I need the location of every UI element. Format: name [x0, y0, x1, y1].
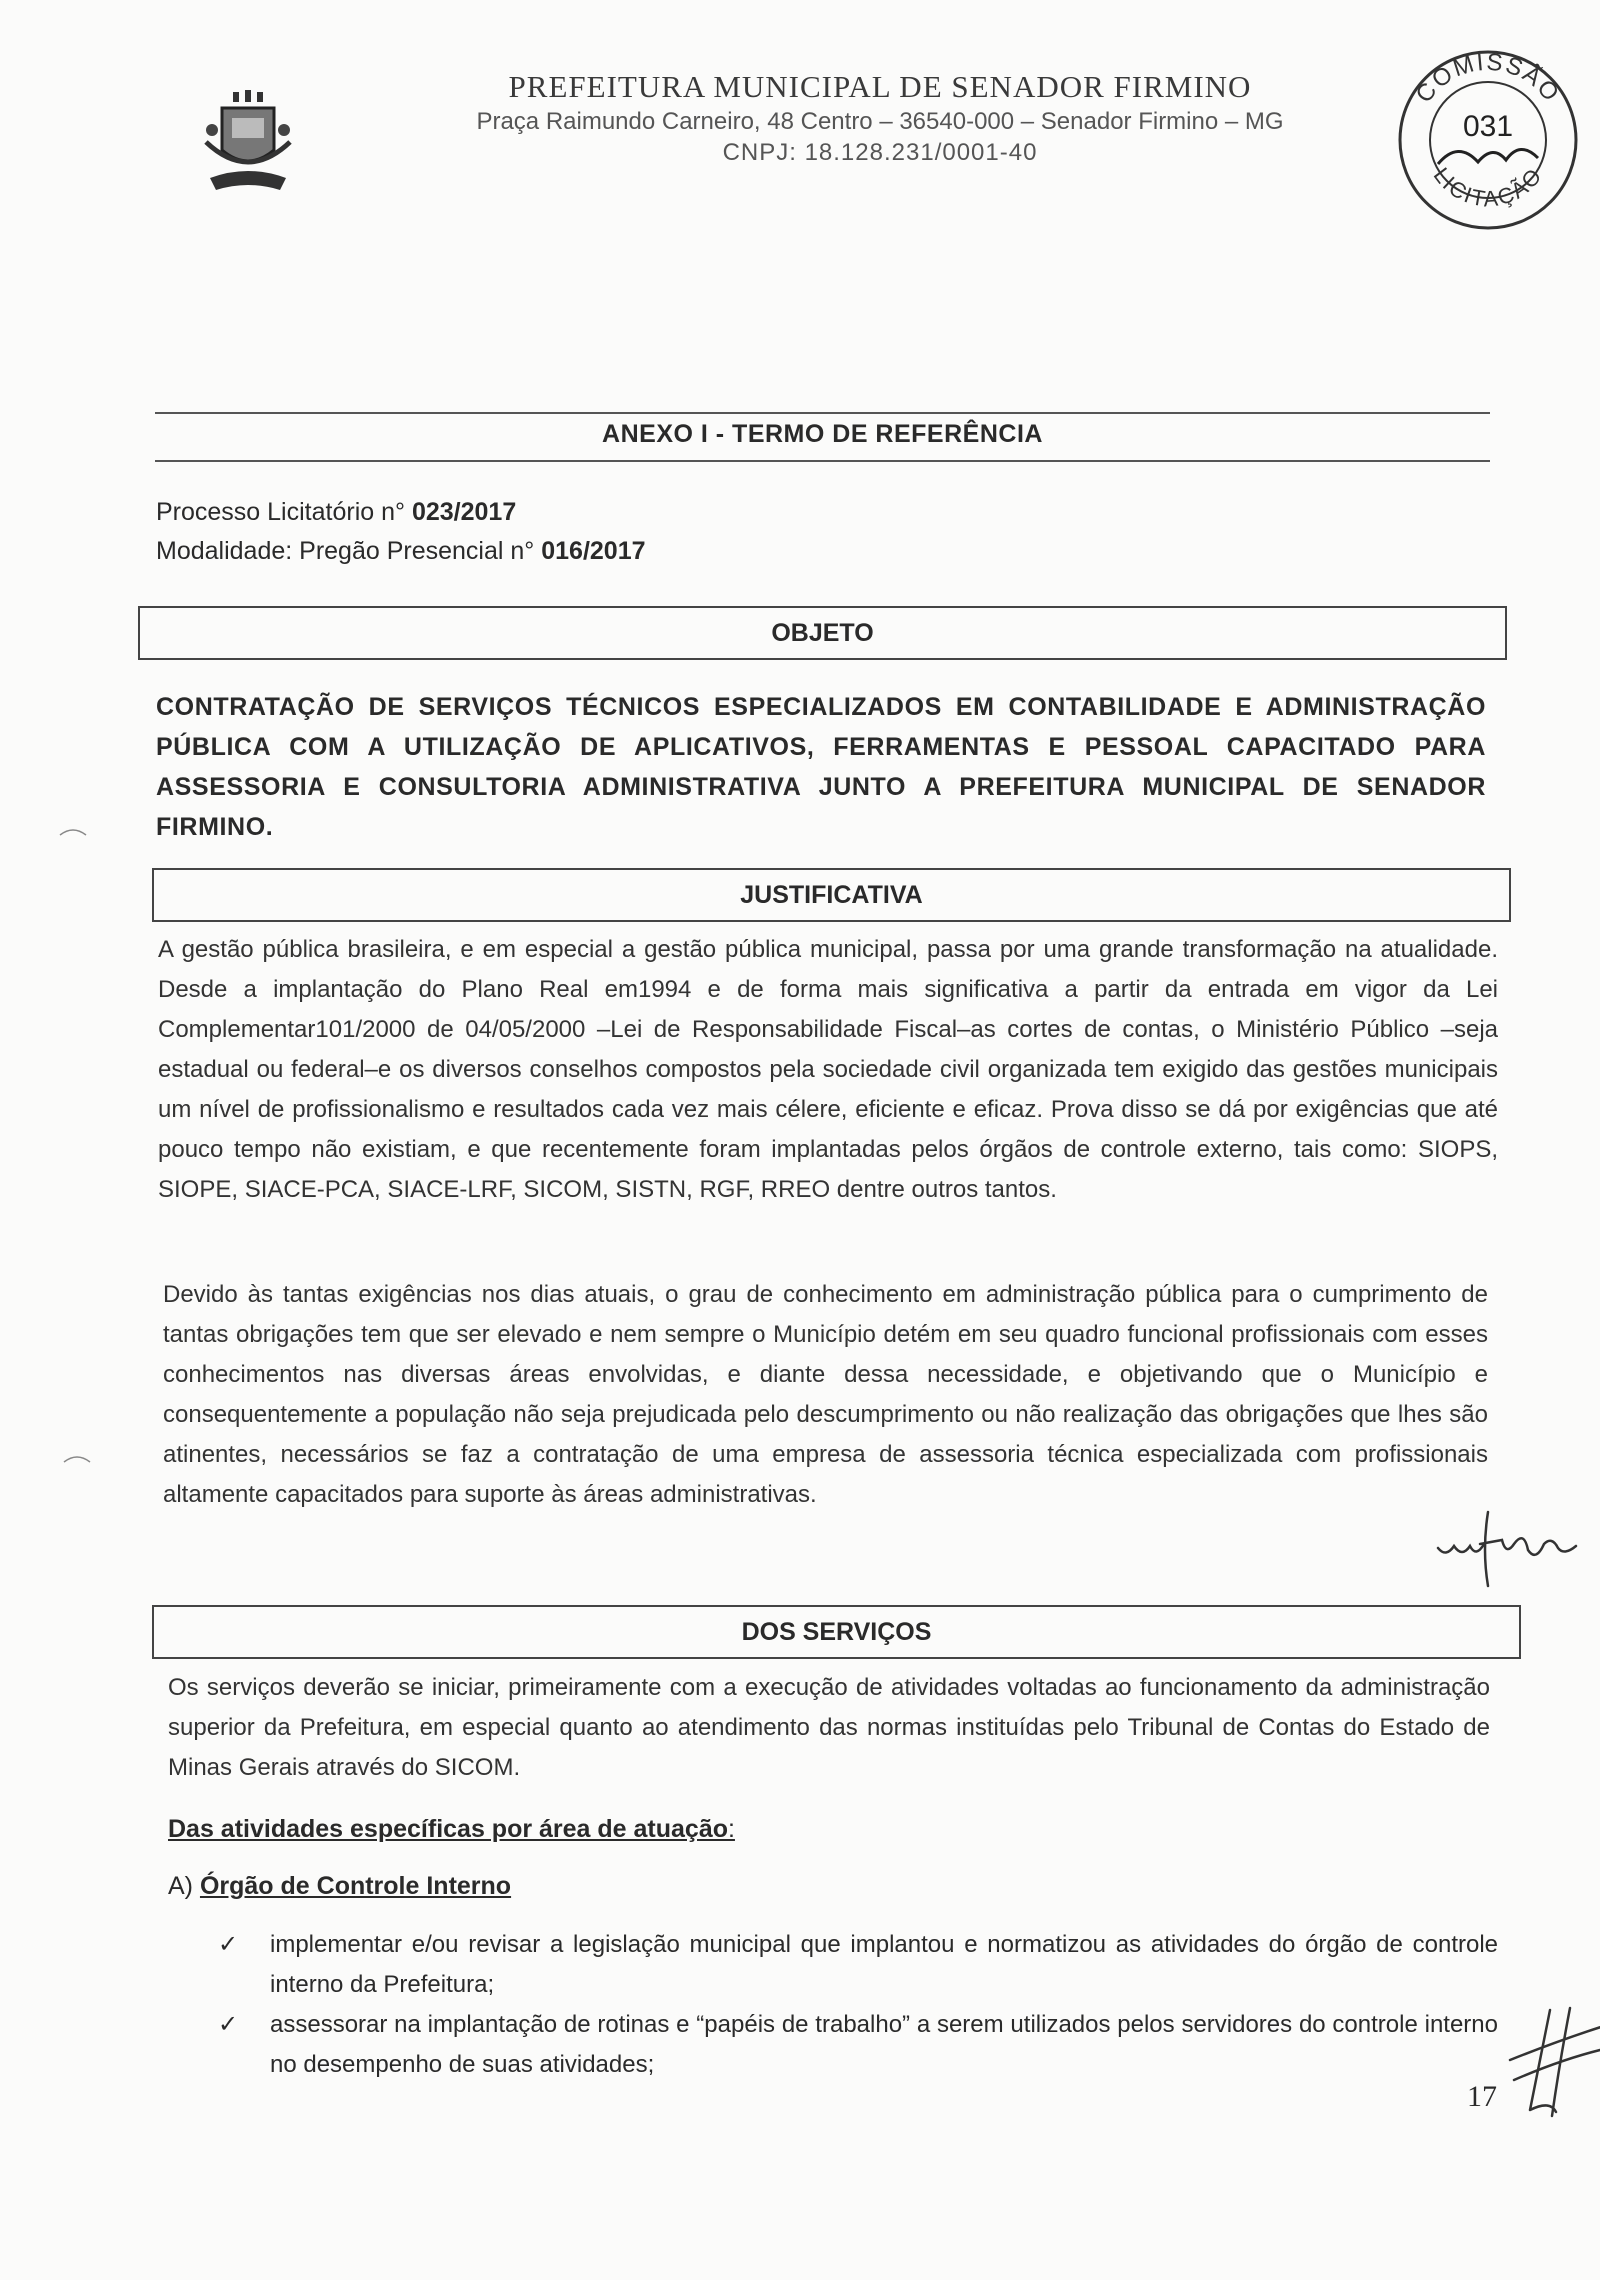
objeto-heading: OBJETO — [771, 619, 874, 647]
servicos-paragraph-1: Os serviços deverão se iniciar, primeiramente com a execução de atividades voltadas ao funcionamento da administração superior da Prefeitura, em especial quanto ao atendimento das normas instituídas pelo Tribunal de Contas do Estado de Minas Gerais através do SICOM. — [168, 1674, 1490, 1781]
modality-label: Modalidade: Pregão Presencial n° — [156, 537, 542, 565]
justificativa-paragraph-2: Devido às tantas exigências nos dias atuais, o grau de conhecimento em administração pública para o cumprimento de tantas obrigações tem que ser elevado e nem sempre o Município detém em seu quadro funcional profissionais com esses conhecimentos nas diversas áreas envolvidas, e diante dessa necessidade, e objetivando que o Município e consequentemente a população não seja prejudicada pelo descumprimento ou não realização das obrigações que lhes são atinentes, necessários se faz a contratação de uma empresa de assessoria técnica especializada com profissionais altamente capacitados para suporte às áreas administrativas. — [163, 1281, 1488, 1508]
process-number — [156, 495, 516, 529]
commission-stamp — [1388, 40, 1588, 240]
prefecture-cnpj: CNPJ: 18.128.231/0001-40 — [722, 139, 1038, 166]
modality — [156, 534, 646, 568]
servicos-heading: DOS SERVIÇOS — [741, 1618, 932, 1646]
activities-subheading-colon: : — [728, 1815, 735, 1843]
annex-rule-bottom — [155, 460, 1490, 462]
page-number: 17 — [1467, 2080, 1497, 2113]
margin-mark — [58, 825, 88, 837]
section-a-heading: Órgão de Controle Interno — [199, 1872, 512, 1900]
list-item — [218, 1925, 1498, 2005]
annex-rule-top — [155, 412, 1490, 414]
objeto-text: CONTRATAÇÃO DE SERVIÇOS TÉCNICOS ESPECIALIZADOS EM CONTABILIDADE E ADMINISTRAÇÃO PÚBLICA COM A UTILIZAÇÃO DE APLICATIVOS, FERRAMENTAS E PESSOAL CAPACITADO PARA ASSESSORIA E CONSULTORIA ADMINISTRATIVA JUNTO A PREFEITURA MUNICIPAL DE SENADOR FIRMINO. — [156, 693, 1486, 841]
justificativa-heading: JUSTIFICATIVA — [740, 881, 923, 909]
annex-title: ANEXO I - TERMO DE REFERÊNCIA — [602, 420, 1043, 448]
process-label: Processo Licitatório n° — [156, 498, 412, 526]
process-value: 023/2017 — [411, 498, 517, 526]
letterhead — [380, 68, 1380, 168]
activities-subheading-text: Das atividades específicas por área de atuação — [168, 1815, 728, 1843]
justificativa-heading-box — [152, 868, 1511, 922]
svg-text:COMISSÃO — [1411, 49, 1566, 108]
objeto-heading-box — [138, 606, 1507, 660]
checkmark-icon: ✓ — [218, 2011, 239, 2038]
prefecture-address: Praça Raimundo Carneiro, 48 Centro – 36540-000 – Senador Firmino – MG — [476, 108, 1284, 135]
servicos-heading-box — [152, 1605, 1521, 1659]
stamp-number: 031 — [1462, 110, 1514, 143]
list-item-text: implementar e/ou revisar a legislação municipal que implantou e normatizou as atividades do órgão de controle interno da Prefeitura; — [270, 1931, 1498, 1998]
modality-value: 016/2017 — [541, 537, 646, 565]
activities-subheading — [168, 1815, 735, 1844]
stamp-top-text: COMISSÃO — [1410, 48, 1566, 108]
stamp-bottom-text: LICITAÇÃO — [1428, 162, 1548, 212]
checkmark-icon: ✓ — [218, 1931, 239, 1958]
list-item-text: assessorar na implantação de rotinas e “papéis de trabalho” a serem utilizados pelos servidores do controle interno no desempenho de suas atividades; — [270, 2011, 1498, 2078]
justificativa-paragraph-1: A gestão pública brasileira, e em especial a gestão pública municipal, passa por uma grande transformação na atualidade. Desde a implantação do Plano Real em1994 e de forma mais significativa a partir da entrada em vigor da Lei Complementar101/2000 de 04/05/2000 –Lei de Responsabilidade Fiscal–as cortes de contas, o Ministério Público –seja estadual ou federal–e os diversos conselhos compostos pela sociedade civil organizada tem exigido das gestões municipais um nível de profissionalismo e resultados cada vez mais célere, eficiente e eficaz. Prova disso se dá por exigências que até pouco tempo não existiam, e que recentemente foram implantadas pelos órgãos de controle externo, tais como: SIOPS, SIOPE, SIACE-PCA, SIACE-LRF, SICOM, SISTN, RGF, RREO dentre outros tantos. — [158, 936, 1498, 1203]
svg-text:LICITAÇÃO — [1429, 162, 1548, 211]
handwritten-initials — [1500, 2000, 1600, 2120]
section-a-prefix: A) — [168, 1872, 200, 1900]
prefecture-name: PREFEITURA MUNICIPAL DE SENADOR FIRMINO — [508, 69, 1252, 104]
handwritten-signature — [1432, 1500, 1582, 1590]
list-item — [218, 2005, 1498, 2085]
section-a-title — [168, 1872, 511, 1901]
municipal-crest-logo — [200, 90, 295, 200]
margin-mark — [62, 1452, 92, 1464]
